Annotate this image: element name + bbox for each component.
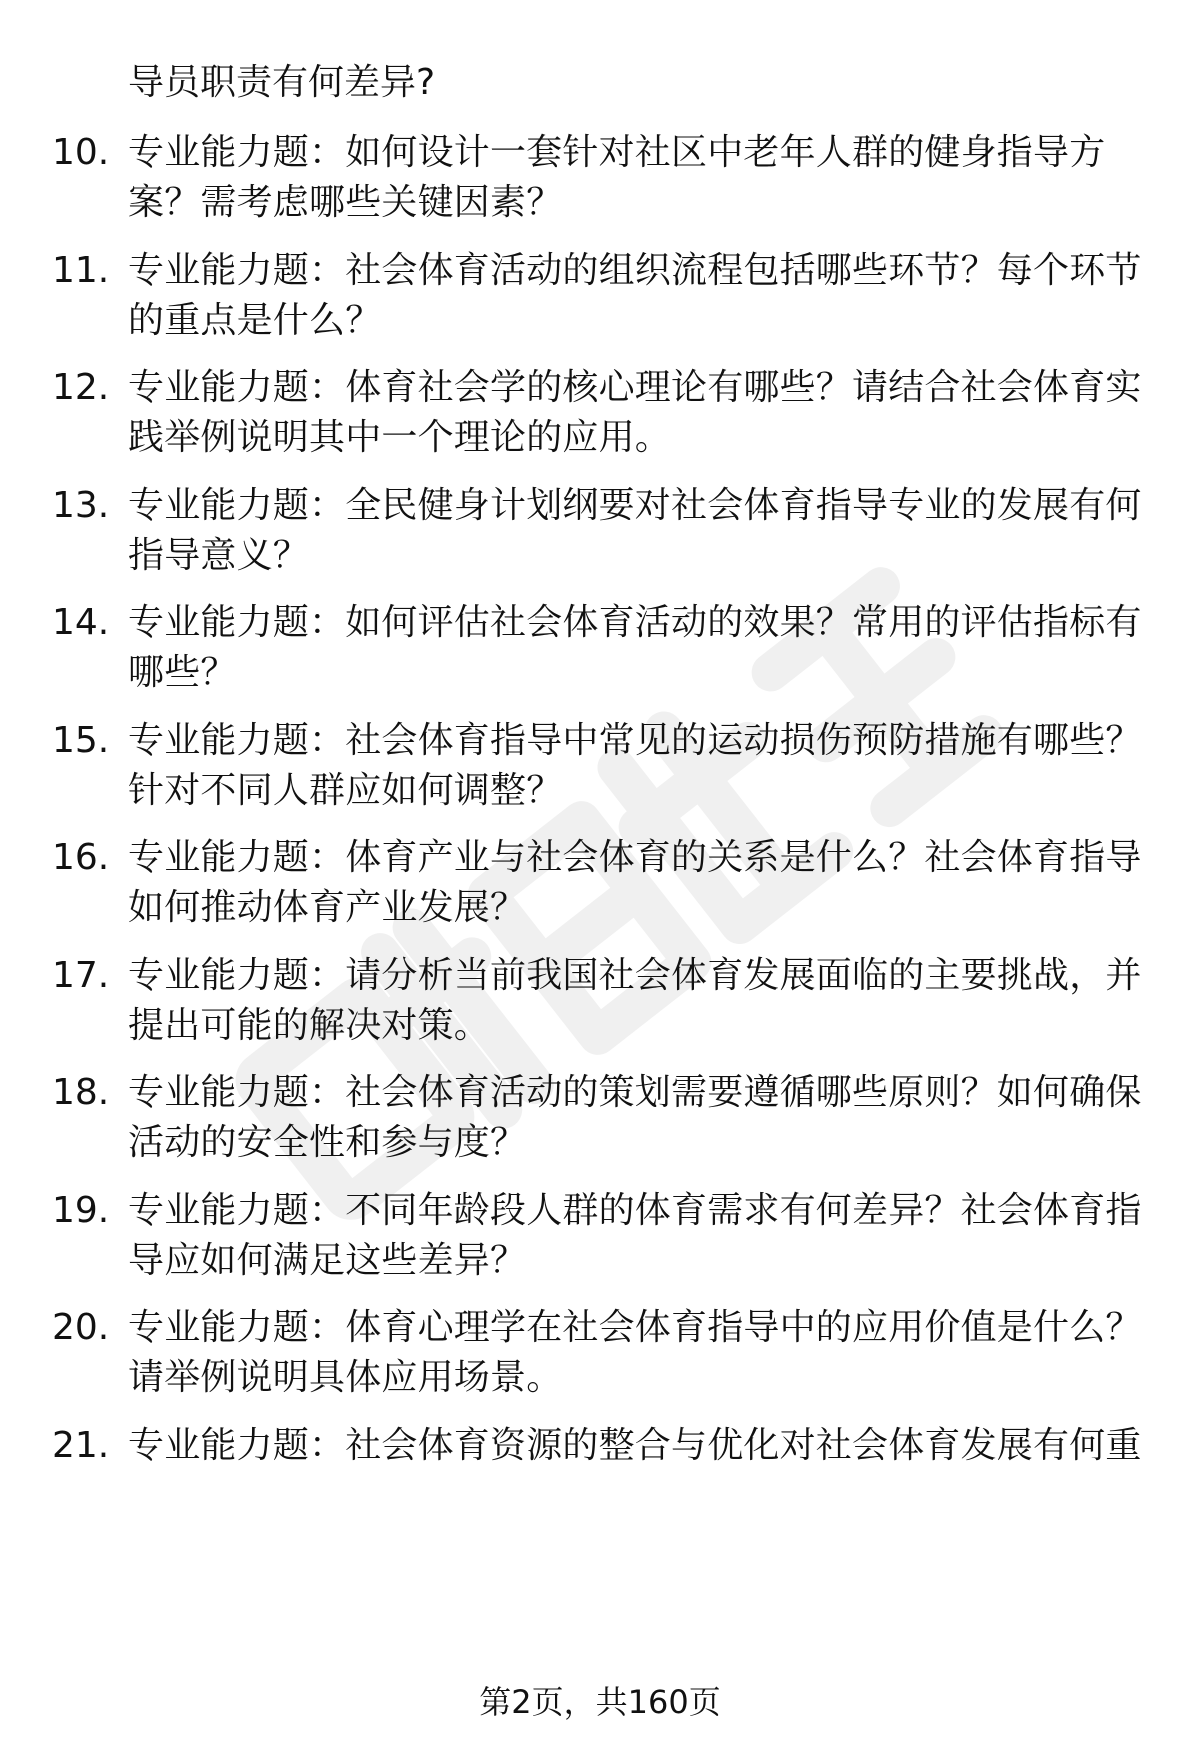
- question-text-line: 针对不同人群应如何调整？: [128, 770, 563, 811]
- question-number: 21.: [52, 1425, 110, 1466]
- question-number: 12.: [52, 367, 110, 408]
- question-text-line: 案？需考虑哪些关键因素？: [128, 182, 563, 223]
- question-text-line: 指导意义？: [128, 535, 310, 576]
- question-text-line: 请举例说明具体应用场景。: [128, 1357, 563, 1398]
- question-text: [128, 1421, 1142, 1471]
- question-item: [0, 363, 1200, 463]
- question-number: 13.: [52, 485, 110, 526]
- question-item: [0, 598, 1200, 698]
- question-text: [128, 1068, 1142, 1168]
- question-text: [128, 716, 1142, 816]
- question-item: [0, 1303, 1200, 1403]
- question-item: [0, 833, 1200, 933]
- question-text: [128, 363, 1142, 463]
- question-item: [0, 1186, 1200, 1286]
- question-item: [0, 951, 1200, 1051]
- question-text-line: 专业能力题：不同年龄段人群的体育需求有何差异？社会体育指: [128, 1190, 1142, 1231]
- question-text: [128, 1186, 1142, 1286]
- page-footer: 第2页，共160页: [479, 1683, 721, 1721]
- question-text-line: 专业能力题：社会体育资源的整合与优化对社会体育发展有何重: [128, 1425, 1142, 1466]
- question-item: [0, 128, 1200, 228]
- question-text-line: 专业能力题：全民健身计划纲要对社会体育指导专业的发展有何: [128, 485, 1142, 526]
- question-number: 10.: [52, 132, 110, 173]
- continued-question-line: 导员职责有何差异?: [128, 62, 436, 103]
- question-number: 11.: [52, 250, 110, 291]
- question-text: [128, 246, 1142, 346]
- question-text-line: 专业能力题：社会体育活动的组织流程包括哪些环节？每个环节: [128, 250, 1142, 291]
- question-number: 18.: [52, 1072, 110, 1113]
- question-text-line: 专业能力题：请分析当前我国社会体育发展面临的主要挑战，并: [128, 955, 1142, 996]
- question-text-line: 的重点是什么？: [128, 300, 382, 341]
- question-item: [0, 246, 1200, 346]
- question-text-line: 践举例说明其中一个理论的应用。: [128, 417, 672, 458]
- question-number: 15.: [52, 720, 110, 761]
- question-text-line: 导应如何满足这些差异？: [128, 1240, 527, 1281]
- question-number: 20.: [52, 1307, 110, 1348]
- question-text: [128, 1303, 1142, 1403]
- question-text-line: 专业能力题：体育产业与社会体育的关系是什么？社会体育指导: [128, 837, 1142, 878]
- question-text-line: 专业能力题：社会体育指导中常见的运动损伤预防措施有哪些？: [128, 720, 1142, 761]
- question-text: [128, 481, 1142, 581]
- question-text-line: 哪些？: [128, 652, 237, 693]
- question-item: [0, 1068, 1200, 1168]
- question-text-line: 专业能力题：如何设计一套针对社区中老年人群的健身指导方: [128, 132, 1106, 173]
- question-item: [0, 481, 1200, 581]
- question-item: [0, 716, 1200, 816]
- question-number: 17.: [52, 955, 110, 996]
- question-text-line: 专业能力题：体育心理学在社会体育指导中的应用价值是什么？: [128, 1307, 1142, 1348]
- question-text: [128, 598, 1142, 698]
- question-text: [128, 951, 1142, 1051]
- question-text: [128, 833, 1142, 933]
- question-text-line: 专业能力题：如何评估社会体育活动的效果？常用的评估指标有: [128, 602, 1142, 643]
- question-number: 14.: [52, 602, 110, 643]
- question-number: 19.: [52, 1190, 110, 1231]
- question-text-line: 活动的安全性和参与度？: [128, 1122, 527, 1163]
- question-text: [128, 128, 1138, 228]
- question-text-line: 提出可能的解决对策。: [128, 1005, 491, 1046]
- question-text-line: 专业能力题：社会体育活动的策划需要遵循哪些原则？如何确保: [128, 1072, 1142, 1113]
- question-item: [0, 1421, 1200, 1521]
- question-text-line: 专业能力题：体育社会学的核心理论有哪些？请结合社会体育实: [128, 367, 1142, 408]
- question-number: 16.: [52, 837, 110, 878]
- question-text-line: 如何推动体育产业发展？: [128, 887, 527, 928]
